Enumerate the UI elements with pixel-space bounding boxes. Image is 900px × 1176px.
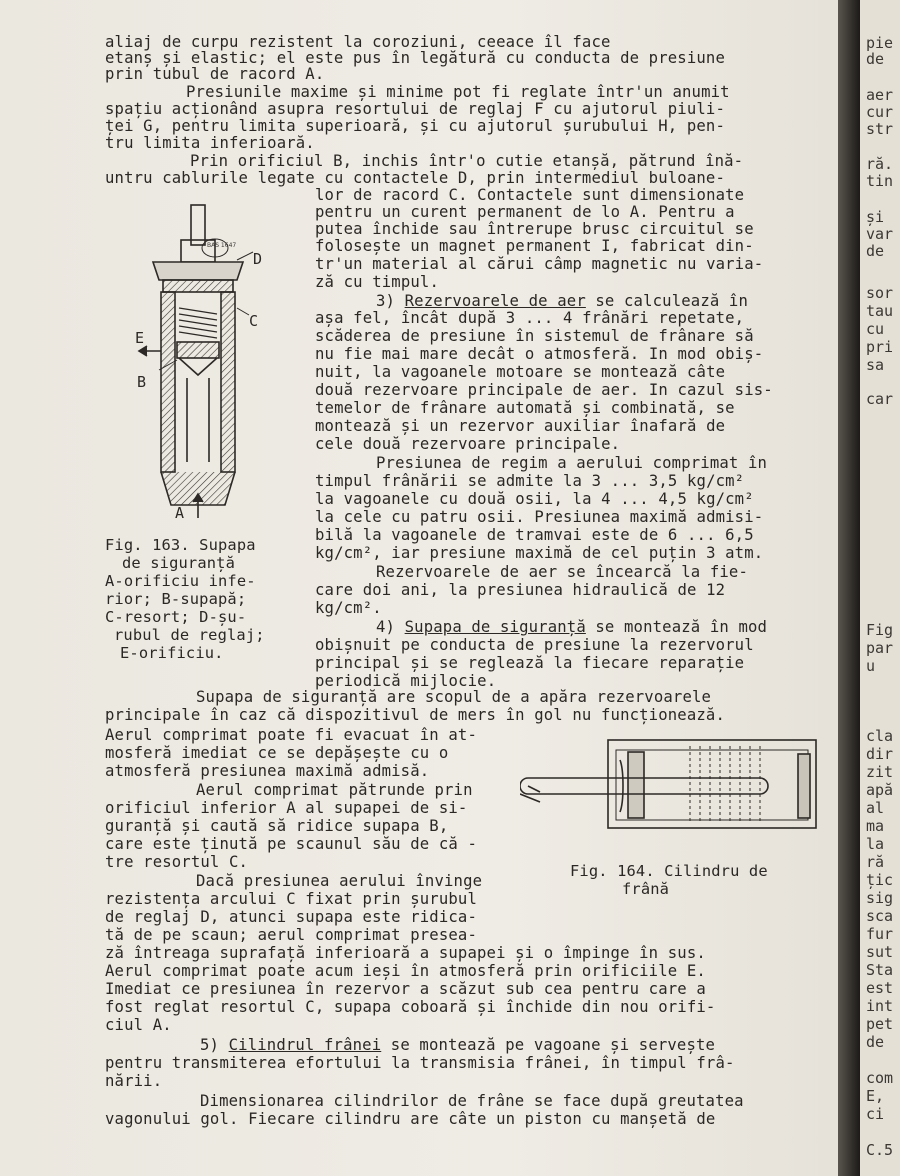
next-page-fragment: Fig [866,621,894,639]
text-line: atmosferă presiunea maximă admisă. [105,762,430,780]
label-a: A [175,504,185,522]
text-line: untru cablurile legate cu contactele D, prin intermediul buloane- [105,169,725,187]
valve-cap-nut [153,262,243,280]
valve-body-right-wall [221,292,235,472]
next-page-fragment: pie [866,34,894,52]
next-page-fragment: par [866,639,894,657]
text-line: nu fie mai mare decât o atmosferă. In mod obiș- [315,345,764,363]
text-line: etanș și elastic; el este pus în legătură cu conducta de presiune [105,49,725,67]
text-line: principale în caz că dispozitivul de mers în gol nu funcționează. [105,706,725,724]
text-line: ței G, pentru limita superioară, și cu ajutorul șurubului H, pen- [105,117,725,135]
next-page-fragment: Sta [866,961,894,979]
text-line: pentru un curent permanent de lo A. Pentru a [315,203,735,221]
next-page-fragment: sig [866,889,894,907]
text-line: obișnuit pe conducta de presiune la rezervorul [315,636,754,654]
next-page-fragment: țic [866,871,894,889]
text-line: mosferă imediat ce se depășește cu o [105,744,449,762]
next-page-fragment: la [866,835,885,853]
text-line: Presiunea de regim a aerului comprimat în [376,454,768,472]
text-line: nuit, la vagoanele motoare se montează câte [315,363,726,381]
text-line: bilă la vagoanele de tramvai este de 6 ... 6,5 [315,526,754,544]
fig163-caption-line: E-orificiu. [120,644,224,662]
next-page-fragment: ră [866,853,885,871]
section-3-heading-line: 3) Rezervoarele de aer se calculează în [376,292,749,310]
next-page-edge [860,0,900,1176]
heading-rezervoare: Rezervoarele de aer [404,292,586,310]
text-line: ză cu timpul. [315,273,439,291]
next-page-fragment: int [866,997,894,1015]
text-line: ciul A. [105,1016,172,1034]
next-page-fragment: C.5 [866,1141,894,1159]
fig163-caption-line: rior; B-supapă; [105,590,247,608]
heading-cilindru: Cilindrul frânei [228,1036,382,1054]
text-line: vagonului gol. Fiecare cilindru are câte un piston cu manșetă de [105,1110,716,1128]
text-line: Presiunile maxime și minime pot fi reglate într'un anumit [186,83,730,101]
text-line: periodică mijlocie. [315,672,497,690]
fig163-caption-line: rubul de reglaj; [114,626,265,644]
next-page-fragment: cla [866,727,894,745]
fig163-caption-line: C-resort; D-șu- [105,608,247,626]
label-c: C [249,312,259,330]
label-e: E [135,329,145,347]
text-line: ză întreaga suprafață inferioară a supapei și o împinge în sus. [105,944,706,962]
next-page-fragment: pet [866,1015,894,1033]
text-line: lor de racord C. Contactele sunt dimensionate [315,186,745,204]
text-line: Dacă presiunea aerului învinge [196,872,483,890]
text-line: Rezervoarele de aer se încearcă la fie- [376,563,748,581]
book-gutter-shadow [838,0,860,1176]
next-page-fragment: tau [866,302,894,320]
text-line: cele două rezervoare principale. [315,435,621,453]
next-page-fragment: sa [866,356,885,374]
next-page-fragment: u [866,657,876,675]
next-page-fragment: ră. [866,155,894,173]
text-line: de reglaj D, atunci supapa este ridica- [105,908,477,926]
text-line: Supapa de siguranță are scopul de a apăra rezervoarele [196,688,712,706]
text-line: orificiul inferior A al supapei de si- [105,799,468,817]
next-page-fragment: și [866,208,885,226]
next-page-fragment: de [866,50,885,68]
next-page-fragment: fur [866,925,894,943]
text-line: folosește un magnet permanent I, fabricat din- [315,237,754,255]
label-b: B [137,373,147,391]
next-page-fragment: sca [866,907,894,925]
fig163-caption-line: de siguranță [122,554,235,572]
text-line: scăderea de presiune în sistemul de frânare să [315,327,754,345]
brake-cylinder-drawing [520,730,820,845]
safety-valve-drawing [125,200,285,525]
text-line: tă de pe scaun; aerul comprimat presea- [105,926,477,944]
text-line: timpul frânării se admite la 3 ... 3,5 kg/cm² [315,472,745,490]
next-page-fragment: var [866,225,894,243]
text-line: tr'un material al cărui câmp magnetic nu varia- [315,255,764,273]
next-page-fragment: est [866,979,894,997]
text-line: tre resortul C. [105,853,249,871]
text-line: Prin orificiul B, inchis într'o cutie etanșă, pătrund înă- [190,152,744,170]
next-page-fragment: ci [866,1105,885,1123]
text-line: Imediat ce presiunea în rezervor a scăzut sub cea pentru care a [105,980,706,998]
section-4-heading-line: 4) Supapa de siguranță se montează în mod [376,618,768,636]
next-page-fragment: sor [866,284,894,302]
next-page-fragment: car [866,390,894,408]
text-line: spațiu acționând asupra resortului de reglaj F cu ajutorul piuli- [105,100,725,118]
text-line: kg/cm². [315,599,382,617]
text-line: kg/cm², iar presiune maximă de cel puțin 3 atm. [315,544,764,562]
next-page-fragment: de [866,242,885,260]
text-line: tru limita inferioară. [105,134,315,152]
fig164-caption-line: Fig. 164. Cilindru de [570,862,768,880]
next-page-fragment: cur [866,103,894,121]
text-line: guranță și caută să ridice supapa B, [105,817,449,835]
valve-disc [177,342,219,358]
next-page-fragment: al [866,799,885,817]
label-d: D [253,250,263,268]
text-line: Aerul comprimat poate fi evacuat în at- [105,726,477,744]
text-line: Aerul comprimat poate acum ieși în atmosferă prin orificiile E. [105,962,706,980]
text-line: principal și se reglează la fiecare reparație [315,654,745,672]
piston-cup [620,760,623,812]
next-page-fragment: cu [866,320,885,338]
text-line: la cele cu patru osii. Presiunea maximă admisi- [315,508,764,526]
valve-seat [179,358,217,375]
text-line: temelor de frânare automată și combinată, se [315,399,735,417]
text-line: pentru transmiterea efortului la transmisia frânei, în timpul frâ- [105,1054,735,1072]
text-line: care este ținută pe scaunul său de că - [105,835,477,853]
next-page-fragment: ma [866,817,885,835]
text-line: nării. [105,1072,163,1090]
piston [628,752,644,818]
text-line: care doi ani, la presiunea hidraulică de 12 [315,581,726,599]
fig164-caption-line: frână [622,880,670,898]
next-page-fragment: E, [866,1087,885,1105]
text-line: prin tubul de racord A. [105,65,325,83]
text-line: aliaj de curpu rezistent la coroziuni, ceeace îl face [105,33,611,51]
next-page-fragment: aer [866,86,894,104]
stamp-text: BAS 1647 [207,242,237,249]
text-line: Dimensionarea cilindrilor de frâne se face după greutatea [200,1092,744,1110]
next-page-fragment: tin [866,172,894,190]
return-spring [690,746,760,824]
adjusting-screw-stem [191,205,205,245]
text-line: fost reglat resortul C, supapa coboară și închide din nou orifi- [105,998,716,1016]
text-line: putea închide sau întrerupe brusc circuitul se [315,220,754,238]
next-page-fragment: sut [866,943,894,961]
text-line: la vagoanele cu două osii, la 4 ... 4,5 kg/cm² [315,490,754,508]
text-line: două rezervoare principale de aer. In cazul sis- [315,381,773,399]
fig163-caption-line: Fig. 163. Supapa [105,536,256,554]
text-line: montează și un rezervor auxiliar înafară de [315,417,726,435]
next-page-fragment: pri [866,338,894,356]
valve-body-left-wall [161,292,175,472]
next-page-fragment: zit [866,763,894,781]
text-line: Aerul comprimat pătrunde prin [196,781,473,799]
text-line: rezistența arcului C fixat prin șurubul [105,890,477,908]
next-page-fragment: de [866,1033,885,1051]
spring-coil [179,308,217,338]
next-page-fragment: com [866,1069,894,1087]
next-page-fragment: apă [866,781,894,799]
next-page-fragment: dir [866,745,894,763]
heading-supapa: Supapa de siguranță [404,618,586,636]
section-5-heading-line: 5) Cilindrul frânei se montează pe vagoane și servește [200,1036,716,1054]
fig163-caption-line: A-orificiu infe- [105,572,256,590]
text-line: așa fel, încât după 3 ... 4 frânări repetate, [315,309,745,327]
next-page-fragment: str [866,120,894,138]
